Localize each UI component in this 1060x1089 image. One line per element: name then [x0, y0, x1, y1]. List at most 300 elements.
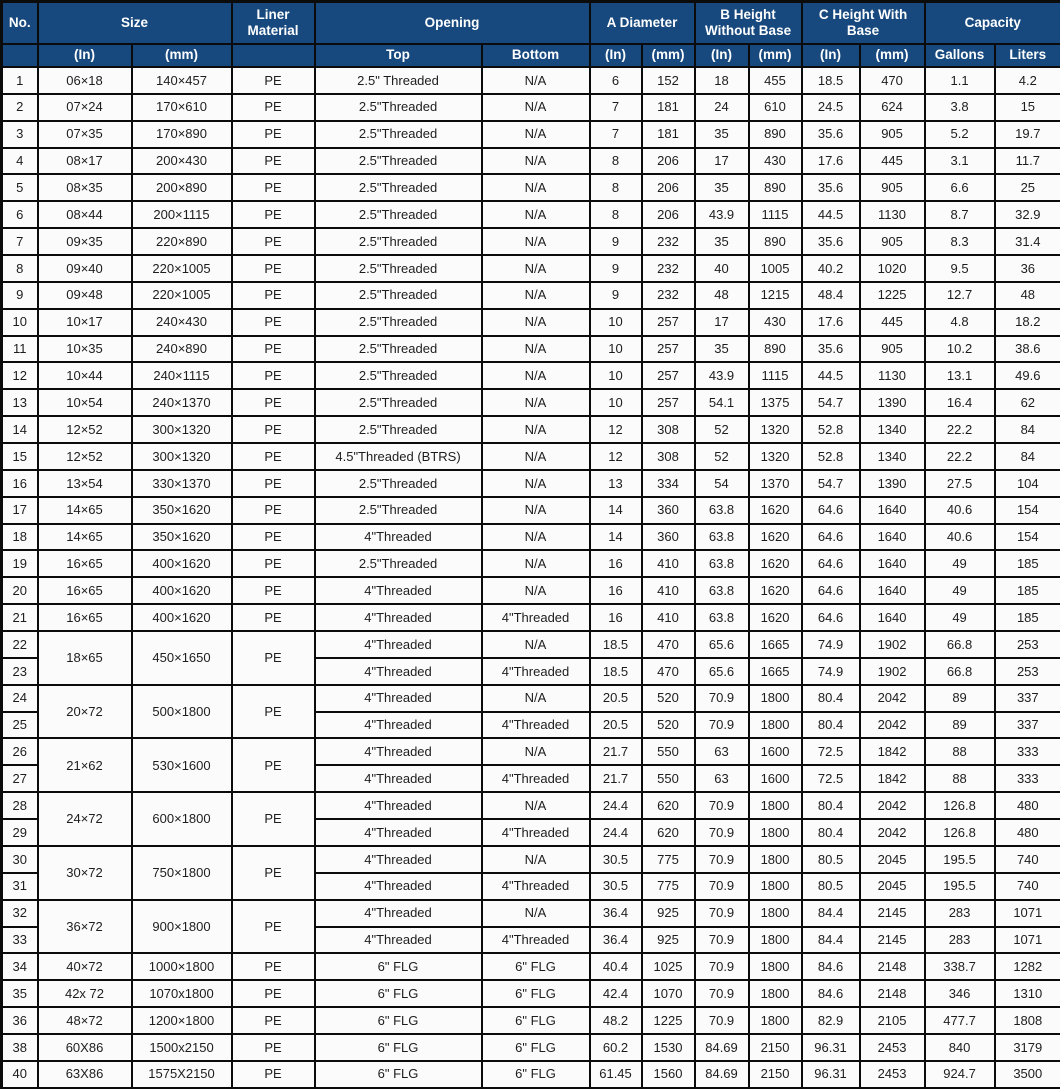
cell-size-in: 12×52: [38, 416, 132, 443]
cell-size-mm: 450×1650: [132, 631, 232, 685]
cell-bottom: N/A: [482, 94, 590, 121]
cell-top: 4"Threaded: [315, 738, 482, 765]
cell-top: 2.5"Threaded: [315, 121, 482, 148]
cell-no: 15: [2, 443, 38, 470]
cell-bottom: N/A: [482, 389, 590, 416]
cell-bottom: N/A: [482, 148, 590, 175]
cell-gal: 66.8: [925, 631, 995, 658]
cell-a-in: 16: [590, 577, 642, 604]
cell-size-mm: 1000×1800: [132, 953, 232, 980]
cell-bottom: N/A: [482, 309, 590, 336]
cell-c-in: 80.5: [802, 846, 860, 873]
cell-gal: 283: [925, 927, 995, 954]
cell-bottom: N/A: [482, 550, 590, 577]
cell-liner: PE: [232, 228, 315, 255]
cell-top: 6" FLG: [315, 1061, 482, 1088]
cell-size-in: 12×52: [38, 443, 132, 470]
cell-gal: 88: [925, 765, 995, 792]
cell-top: 4"Threaded: [315, 604, 482, 631]
cell-top: 2.5"Threaded: [315, 201, 482, 228]
table-row: [2, 792, 1060, 819]
cell-size-mm: 170×610: [132, 94, 232, 121]
cell-gal: 8.7: [925, 201, 995, 228]
cell-liner: PE: [232, 738, 315, 792]
cell-c-in: 18.5: [802, 67, 860, 94]
cell-b-mm: 1800: [749, 900, 802, 927]
cell-size-mm: 300×1320: [132, 443, 232, 470]
cell-b-in: 35: [695, 228, 749, 255]
cell-b-mm: 1800: [749, 792, 802, 819]
cell-c-in: 96.31: [802, 1034, 860, 1061]
cell-top: 2.5"Threaded: [315, 94, 482, 121]
cell-b-mm: 1800: [749, 953, 802, 980]
cell-c-mm: 1340: [860, 443, 925, 470]
cell-bottom: N/A: [482, 900, 590, 927]
cell-b-mm: 1665: [749, 658, 802, 685]
cell-c-in: 35.6: [802, 228, 860, 255]
cell-a-in: 6: [590, 67, 642, 94]
cell-a-mm: 1025: [642, 953, 695, 980]
cell-no: 30: [2, 846, 38, 873]
cell-b-in: 35: [695, 174, 749, 201]
cell-a-mm: 775: [642, 846, 695, 873]
cell-liner: PE: [232, 980, 315, 1007]
cell-b-mm: 1800: [749, 873, 802, 900]
cell-size-mm: 350×1620: [132, 524, 232, 551]
cell-b-in: 17: [695, 148, 749, 175]
table-row: [2, 416, 1060, 443]
cell-liters: 84: [995, 443, 1060, 470]
cell-no: 36: [2, 1007, 38, 1034]
cell-no: 38: [2, 1034, 38, 1061]
cell-liner: PE: [232, 282, 315, 309]
cell-top: 2.5"Threaded: [315, 309, 482, 336]
cell-a-in: 61.45: [590, 1061, 642, 1088]
cell-a-in: 42.4: [590, 980, 642, 1007]
cell-size-in: 06×18: [38, 67, 132, 94]
cell-no: 32: [2, 900, 38, 927]
cell-top: 4"Threaded: [315, 685, 482, 712]
cell-no: 40: [2, 1061, 38, 1088]
cell-liner: PE: [232, 174, 315, 201]
header-opening: Opening: [315, 2, 590, 45]
cell-gal: 4.8: [925, 309, 995, 336]
cell-a-in: 10: [590, 309, 642, 336]
cell-top: 2.5"Threaded: [315, 174, 482, 201]
cell-liner: PE: [232, 1007, 315, 1034]
cell-c-in: 24.5: [802, 94, 860, 121]
cell-b-in: 70.9: [695, 900, 749, 927]
cell-bottom: N/A: [482, 255, 590, 282]
cell-a-in: 24.4: [590, 819, 642, 846]
cell-a-in: 10: [590, 362, 642, 389]
cell-b-mm: 2150: [749, 1034, 802, 1061]
cell-c-in: 35.6: [802, 121, 860, 148]
cell-gal: 3.1: [925, 148, 995, 175]
table-body: [2, 67, 1060, 1088]
cell-bottom: N/A: [482, 282, 590, 309]
cell-bottom: 6" FLG: [482, 1061, 590, 1088]
header-b-in: (In): [695, 44, 749, 67]
cell-a-mm: 232: [642, 282, 695, 309]
cell-liters: 253: [995, 658, 1060, 685]
cell-c-mm: 1225: [860, 282, 925, 309]
cell-top: 4"Threaded: [315, 846, 482, 873]
cell-no: 2: [2, 94, 38, 121]
cell-b-in: 65.6: [695, 658, 749, 685]
cell-no: 31: [2, 873, 38, 900]
cell-a-in: 24.4: [590, 792, 642, 819]
cell-b-mm: 1800: [749, 980, 802, 1007]
cell-top: 2.5"Threaded: [315, 282, 482, 309]
table-header: [2, 2, 1060, 68]
cell-no: 26: [2, 738, 38, 765]
cell-liters: 104: [995, 470, 1060, 497]
table-row: [2, 67, 1060, 94]
table-row: [2, 846, 1060, 873]
cell-top: 2.5"Threaded: [315, 362, 482, 389]
cell-gal: 49: [925, 550, 995, 577]
cell-top: 4"Threaded: [315, 819, 482, 846]
cell-a-in: 48.2: [590, 1007, 642, 1034]
cell-a-in: 9: [590, 282, 642, 309]
header-size-in: (In): [38, 44, 132, 67]
cell-c-mm: 2045: [860, 873, 925, 900]
cell-liner: PE: [232, 1061, 315, 1088]
cell-b-in: 54: [695, 470, 749, 497]
cell-liters: 19.7: [995, 121, 1060, 148]
cell-a-mm: 181: [642, 121, 695, 148]
cell-gal: 40.6: [925, 524, 995, 551]
cell-no: 24: [2, 685, 38, 712]
cell-b-in: 35: [695, 121, 749, 148]
cell-c-in: 54.7: [802, 470, 860, 497]
cell-b-in: 52: [695, 443, 749, 470]
cell-a-in: 40.4: [590, 953, 642, 980]
cell-a-mm: 152: [642, 67, 695, 94]
cell-no: 9: [2, 282, 38, 309]
table-row: [2, 604, 1060, 631]
cell-liner: PE: [232, 604, 315, 631]
cell-a-mm: 1560: [642, 1061, 695, 1088]
cell-size-mm: 200×1115: [132, 201, 232, 228]
cell-gal: 49: [925, 604, 995, 631]
cell-liters: 3179: [995, 1034, 1060, 1061]
cell-liters: 1808: [995, 1007, 1060, 1034]
cell-size-mm: 240×430: [132, 309, 232, 336]
cell-a-mm: 308: [642, 416, 695, 443]
cell-gal: 6.6: [925, 174, 995, 201]
cell-no: 33: [2, 927, 38, 954]
cell-c-mm: 1640: [860, 577, 925, 604]
cell-liner: PE: [232, 148, 315, 175]
cell-b-in: 18: [695, 67, 749, 94]
cell-liters: 31.4: [995, 228, 1060, 255]
cell-a-mm: 1225: [642, 1007, 695, 1034]
cell-size-in: 07×35: [38, 121, 132, 148]
cell-a-mm: 257: [642, 389, 695, 416]
cell-b-mm: 1115: [749, 201, 802, 228]
cell-c-mm: 1640: [860, 497, 925, 524]
cell-no: 29: [2, 819, 38, 846]
cell-no: 18: [2, 524, 38, 551]
cell-liner: PE: [232, 497, 315, 524]
cell-b-mm: 1600: [749, 738, 802, 765]
cell-liner: PE: [232, 685, 315, 739]
cell-b-mm: 1620: [749, 524, 802, 551]
cell-b-in: 70.9: [695, 1007, 749, 1034]
cell-c-mm: 2145: [860, 900, 925, 927]
cell-b-in: 70.9: [695, 712, 749, 739]
header-size: Size: [38, 2, 232, 45]
cell-c-in: 52.8: [802, 416, 860, 443]
cell-a-mm: 520: [642, 712, 695, 739]
cell-gal: 195.5: [925, 873, 995, 900]
cell-a-mm: 232: [642, 255, 695, 282]
cell-gal: 1.1: [925, 67, 995, 94]
cell-no: 5: [2, 174, 38, 201]
table-row: [2, 389, 1060, 416]
cell-gal: 840: [925, 1034, 995, 1061]
cell-b-mm: 1320: [749, 416, 802, 443]
cell-c-mm: 2042: [860, 819, 925, 846]
cell-b-mm: 1665: [749, 631, 802, 658]
cell-a-in: 9: [590, 228, 642, 255]
cell-a-mm: 620: [642, 819, 695, 846]
header-size-mm: (mm): [132, 44, 232, 67]
cell-a-in: 21.7: [590, 765, 642, 792]
cell-b-in: 52: [695, 416, 749, 443]
cell-c-in: 72.5: [802, 738, 860, 765]
cell-size-mm: 400×1620: [132, 604, 232, 631]
cell-bottom: N/A: [482, 497, 590, 524]
cell-c-in: 84.4: [802, 900, 860, 927]
table-row: [2, 524, 1060, 551]
cell-no: 28: [2, 792, 38, 819]
cell-no: 7: [2, 228, 38, 255]
cell-a-in: 9: [590, 255, 642, 282]
cell-a-mm: 206: [642, 148, 695, 175]
cell-liner: PE: [232, 1034, 315, 1061]
cell-liner: PE: [232, 900, 315, 954]
cell-a-in: 7: [590, 94, 642, 121]
cell-no: 25: [2, 712, 38, 739]
cell-liner: PE: [232, 443, 315, 470]
cell-liner: PE: [232, 309, 315, 336]
cell-c-mm: 2453: [860, 1034, 925, 1061]
cell-bottom: N/A: [482, 631, 590, 658]
cell-top: 4"Threaded: [315, 577, 482, 604]
cell-c-mm: 2148: [860, 980, 925, 1007]
cell-a-in: 18.5: [590, 658, 642, 685]
cell-no: 10: [2, 309, 38, 336]
cell-b-mm: 1370: [749, 470, 802, 497]
cell-b-mm: 1375: [749, 389, 802, 416]
cell-size-in: 36×72: [38, 900, 132, 954]
cell-size-in: 16×65: [38, 550, 132, 577]
cell-bottom: N/A: [482, 685, 590, 712]
cell-c-in: 64.6: [802, 497, 860, 524]
cell-a-in: 36.4: [590, 900, 642, 927]
cell-b-mm: 1620: [749, 497, 802, 524]
cell-a-mm: 550: [642, 738, 695, 765]
cell-liters: 333: [995, 765, 1060, 792]
cell-liters: 480: [995, 792, 1060, 819]
cell-liters: 4.2: [995, 67, 1060, 94]
cell-b-mm: 1800: [749, 1007, 802, 1034]
cell-c-in: 64.6: [802, 550, 860, 577]
cell-size-in: 16×65: [38, 577, 132, 604]
cell-a-in: 20.5: [590, 712, 642, 739]
cell-size-in: 13×54: [38, 470, 132, 497]
cell-no: 13: [2, 389, 38, 416]
header-no: No.: [2, 2, 38, 45]
cell-size-in: 09×35: [38, 228, 132, 255]
cell-a-in: 60.2: [590, 1034, 642, 1061]
cell-c-mm: 1640: [860, 550, 925, 577]
cell-top: 2.5"Threaded: [315, 416, 482, 443]
cell-b-mm: 890: [749, 121, 802, 148]
cell-gal: 3.8: [925, 94, 995, 121]
cell-c-in: 80.4: [802, 712, 860, 739]
cell-c-in: 80.4: [802, 819, 860, 846]
table-row: [2, 980, 1060, 1007]
table-row: [2, 443, 1060, 470]
cell-b-in: 63: [695, 738, 749, 765]
cell-gal: 10.2: [925, 336, 995, 363]
cell-bottom: N/A: [482, 470, 590, 497]
cell-liner: PE: [232, 416, 315, 443]
cell-bottom: N/A: [482, 443, 590, 470]
cell-c-in: 64.6: [802, 577, 860, 604]
cell-liters: 1282: [995, 953, 1060, 980]
cell-no: 35: [2, 980, 38, 1007]
header-a-mm: (mm): [642, 44, 695, 67]
cell-liters: 32.9: [995, 201, 1060, 228]
cell-c-mm: 905: [860, 228, 925, 255]
cell-bottom: 4"Threaded: [482, 873, 590, 900]
cell-b-mm: 430: [749, 148, 802, 175]
cell-liner: PE: [232, 389, 315, 416]
cell-size-mm: 400×1620: [132, 577, 232, 604]
cell-a-mm: 1530: [642, 1034, 695, 1061]
cell-c-mm: 1130: [860, 201, 925, 228]
cell-a-in: 30.5: [590, 846, 642, 873]
cell-top: 4"Threaded: [315, 765, 482, 792]
cell-liters: 1310: [995, 980, 1060, 1007]
cell-top: 2.5"Threaded: [315, 228, 482, 255]
cell-size-in: 63X86: [38, 1061, 132, 1088]
cell-size-mm: 170×890: [132, 121, 232, 148]
cell-size-mm: 330×1370: [132, 470, 232, 497]
cell-b-in: 17: [695, 309, 749, 336]
cell-a-in: 21.7: [590, 738, 642, 765]
cell-bottom: 6" FLG: [482, 980, 590, 1007]
cell-c-mm: 1340: [860, 416, 925, 443]
cell-bottom: 6" FLG: [482, 953, 590, 980]
cell-top: 4"Threaded: [315, 900, 482, 927]
cell-b-in: 48: [695, 282, 749, 309]
cell-a-in: 8: [590, 174, 642, 201]
cell-c-mm: 624: [860, 94, 925, 121]
cell-a-in: 10: [590, 389, 642, 416]
cell-bottom: 4"Threaded: [482, 604, 590, 631]
cell-no: 6: [2, 201, 38, 228]
cell-size-mm: 500×1800: [132, 685, 232, 739]
cell-no: 3: [2, 121, 38, 148]
cell-bottom: N/A: [482, 228, 590, 255]
table-row: [2, 362, 1060, 389]
cell-size-mm: 1500x2150: [132, 1034, 232, 1061]
cell-liters: 38.6: [995, 336, 1060, 363]
cell-liters: 1071: [995, 927, 1060, 954]
cell-b-mm: 455: [749, 67, 802, 94]
cell-size-in: 10×35: [38, 336, 132, 363]
cell-c-in: 35.6: [802, 336, 860, 363]
cell-liters: 337: [995, 712, 1060, 739]
cell-gal: 88: [925, 738, 995, 765]
cell-b-mm: 1620: [749, 604, 802, 631]
cell-b-in: 65.6: [695, 631, 749, 658]
cell-top: 4"Threaded: [315, 927, 482, 954]
cell-c-mm: 905: [860, 336, 925, 363]
cell-top: 2.5"Threaded: [315, 389, 482, 416]
cell-gal: 126.8: [925, 819, 995, 846]
cell-c-in: 44.5: [802, 362, 860, 389]
cell-b-in: 63: [695, 765, 749, 792]
cell-c-in: 54.7: [802, 389, 860, 416]
cell-size-in: 08×17: [38, 148, 132, 175]
cell-liner: PE: [232, 846, 315, 900]
table-row: [2, 900, 1060, 927]
cell-b-in: 84.69: [695, 1034, 749, 1061]
cell-bottom: 4"Threaded: [482, 712, 590, 739]
cell-liters: 25: [995, 174, 1060, 201]
cell-c-mm: 2042: [860, 792, 925, 819]
cell-c-mm: 2042: [860, 685, 925, 712]
cell-top: 2.5" Threaded: [315, 67, 482, 94]
cell-c-mm: 905: [860, 121, 925, 148]
cell-no: 8: [2, 255, 38, 282]
header-c-in: (In): [802, 44, 860, 67]
cell-b-mm: 1800: [749, 712, 802, 739]
cell-top: 4.5"Threaded (BTRS): [315, 443, 482, 470]
cell-size-mm: 750×1800: [132, 846, 232, 900]
table-row: [2, 685, 1060, 712]
cell-b-in: 84.69: [695, 1061, 749, 1088]
cell-a-in: 8: [590, 201, 642, 228]
cell-c-mm: 1020: [860, 255, 925, 282]
cell-gal: 477.7: [925, 1007, 995, 1034]
cell-a-in: 12: [590, 416, 642, 443]
cell-gal: 13.1: [925, 362, 995, 389]
cell-c-mm: 445: [860, 148, 925, 175]
table-row: [2, 336, 1060, 363]
cell-b-mm: 1800: [749, 685, 802, 712]
header-no-spacer: [2, 44, 38, 67]
cell-size-in: 60X86: [38, 1034, 132, 1061]
cell-no: 20: [2, 577, 38, 604]
table-row: [2, 121, 1060, 148]
cell-b-in: 70.9: [695, 953, 749, 980]
cell-bottom: N/A: [482, 362, 590, 389]
cell-no: 4: [2, 148, 38, 175]
cell-top: 4"Threaded: [315, 873, 482, 900]
cell-size-in: 08×44: [38, 201, 132, 228]
cell-b-in: 70.9: [695, 819, 749, 846]
cell-gal: 9.5: [925, 255, 995, 282]
cell-gal: 346: [925, 980, 995, 1007]
